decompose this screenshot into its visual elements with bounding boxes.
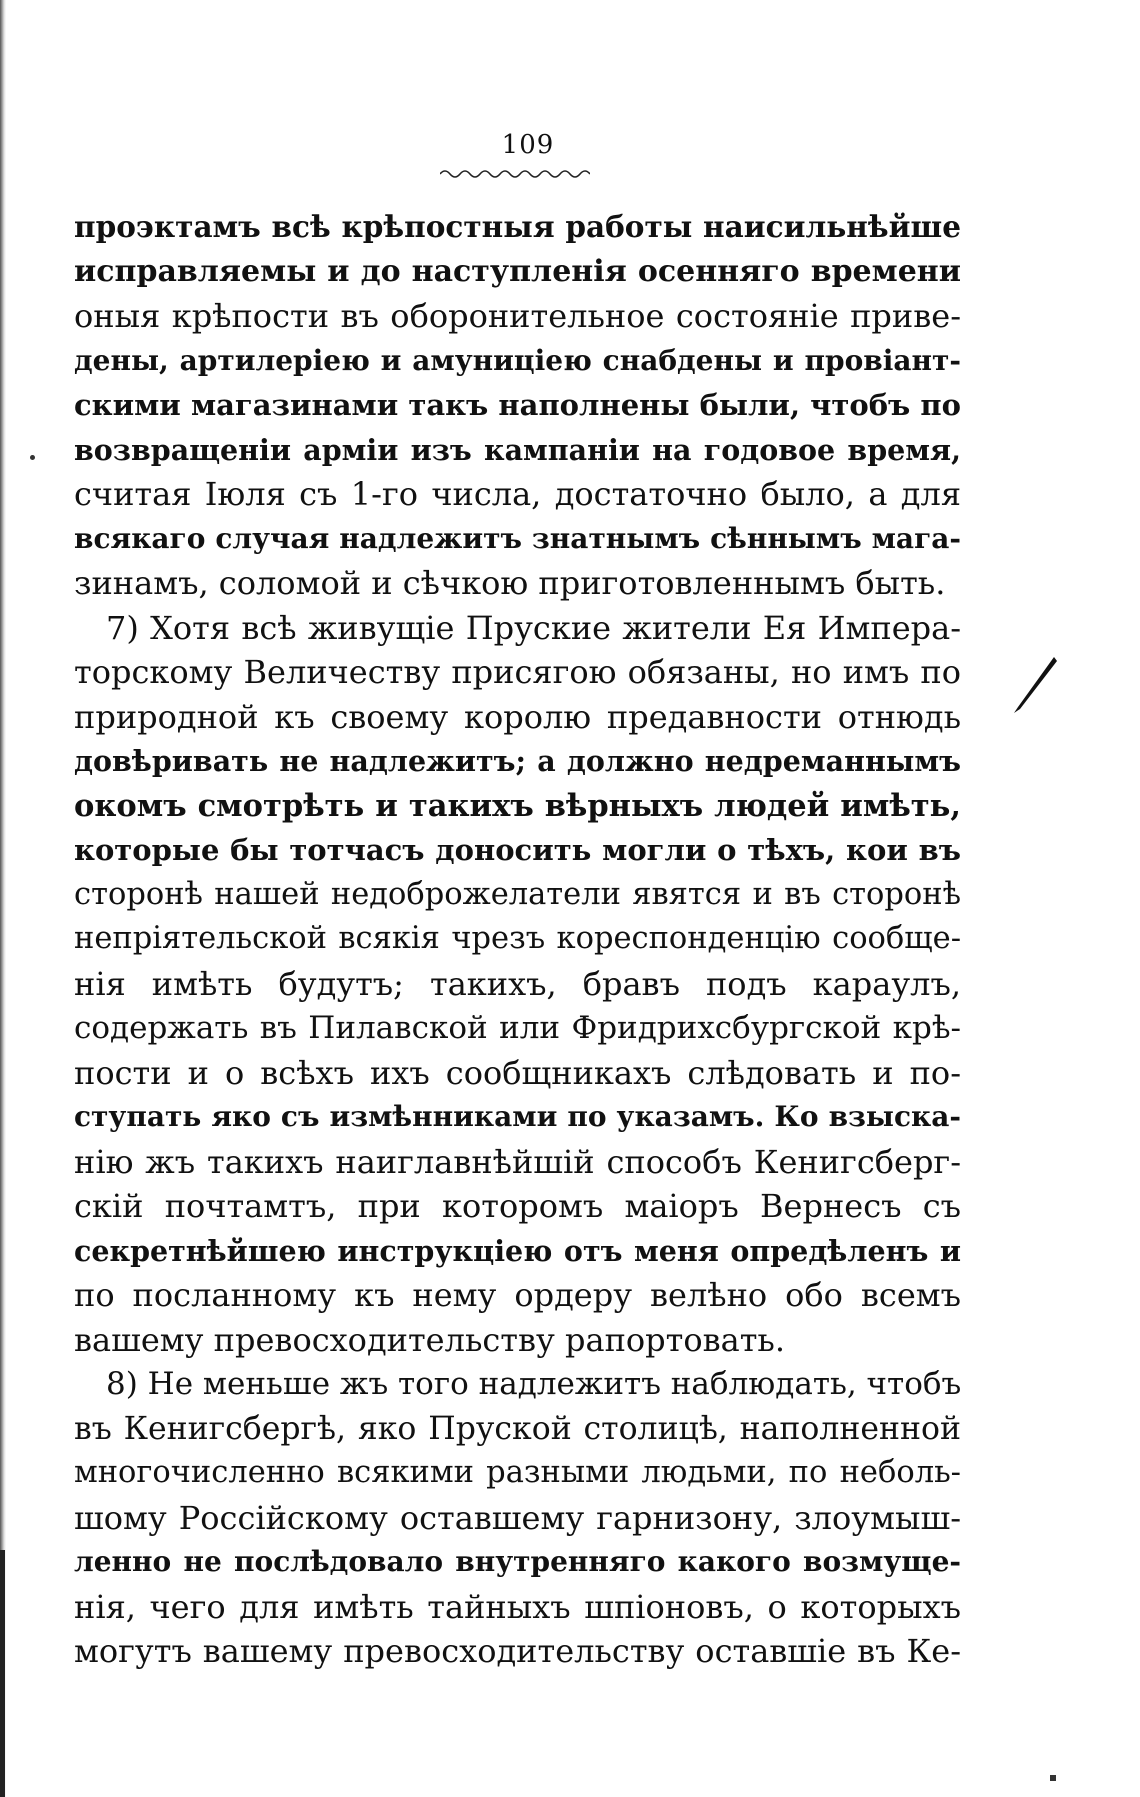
scan-binding-shadow [0,1550,5,1797]
text-line: нія имѣть будутъ; такихъ, бравъ подъ караулъ, [74,964,961,1003]
text-line: сторонѣ нашей недоброжелатели явятся и въ сторонѣ [74,876,961,912]
text-line: торскому Величеству присягою обязаны, но имъ по [74,653,961,691]
text-line: пости и о всѣхъ ихъ сообщникахъ слѣдовать и по- [74,1053,961,1092]
text-line: дены, артилеріею и амуниціею снабдены и провіант- [74,343,961,377]
text-line: 8) Не меньше жъ того надлежитъ наблюдать, чтобъ [106,1366,962,1402]
text-line: всякаго случая надлежитъ знатнымъ сѣннымъ мага- [74,521,961,555]
text-line: многочисленно всякими разными людьми, по неболь- [74,1455,961,1490]
text-line: окомъ смотрѣть и такихъ вѣрныхъ людей имѣть, [74,787,961,824]
text-line: въ Кенигсбергѣ, яко Пруской столицѣ, наполненной [74,1410,961,1447]
text-line: зинамъ, соломой и сѣчкою приготовленнымъ быть. [74,564,946,602]
text-line: которые бы тотчасъ доносить могли о тѣхъ, кои въ [74,833,961,867]
text-line: по посланному къ нему ордеру велѣно обо всемъ [74,1276,961,1314]
text-line: возвращеніи арміи изъ кампаніи на годовое время, [74,432,961,467]
text-line: довѣривать не надлежитъ; а должно недреманнымъ [74,744,961,778]
ornament-wavy-rule [440,168,590,180]
text-line: проэктамъ всѣ крѣпостныя работы наисильнѣйше [74,209,961,244]
margin-dot [30,455,35,460]
text-line: 7) Хотя всѣ живущіе Пруские жители Ея Импера- [106,608,961,647]
scan-left-edge [0,0,6,1797]
text-line: ленно не послѣдовало внутренняго какого возмуще- [74,1545,961,1578]
text-line: вашему превосходительству рапортовать. [74,1320,785,1359]
text-line: считая Іюля съ 1-го числа, достаточно было, а для [74,475,961,513]
text-line: скими магазинами такъ наполнены были, чтобъ по [74,388,961,422]
text-line: секретнѣйшею инструкціею отъ меня опредѣленъ и [74,1233,961,1268]
text-line: скій почтамтъ, при которомъ маіоръ Вернесъ съ [74,1187,961,1225]
text-line: нію жъ такихъ наиглавнѣйшій способъ Кенигсберг- [74,1142,961,1181]
pen-stroke-mark [1010,655,1060,715]
text-line: шому Россійскому оставшему гарнизону, злоумыш- [74,1498,961,1537]
text-line: оныя крѣпости въ оборонительное состояніе приве- [74,297,961,335]
text-line: непріятельской всякія чрезъ кореспонденцію сообще- [74,921,961,956]
body-text [74,205,961,1674]
text-line: исправляемы и до наступленія осенняго времени [74,253,961,289]
text-line: ступать яко съ измѣнниками по указамъ. Ко взыска- [74,1100,961,1133]
text-line: природной къ своему королю предавности отнюдь [74,697,961,736]
text-line: нія, чего для имѣть тайныхъ шпіоновъ, о которыхъ [74,1587,961,1626]
text-line: могутъ вашему превосходительству оставшіе въ Ке- [74,1632,961,1670]
text-line: содержать въ Пилавской или Фридрихсбургской крѣ- [74,1010,961,1046]
scan-corner-mark [1050,1775,1056,1781]
page-number: 109 [501,130,555,160]
